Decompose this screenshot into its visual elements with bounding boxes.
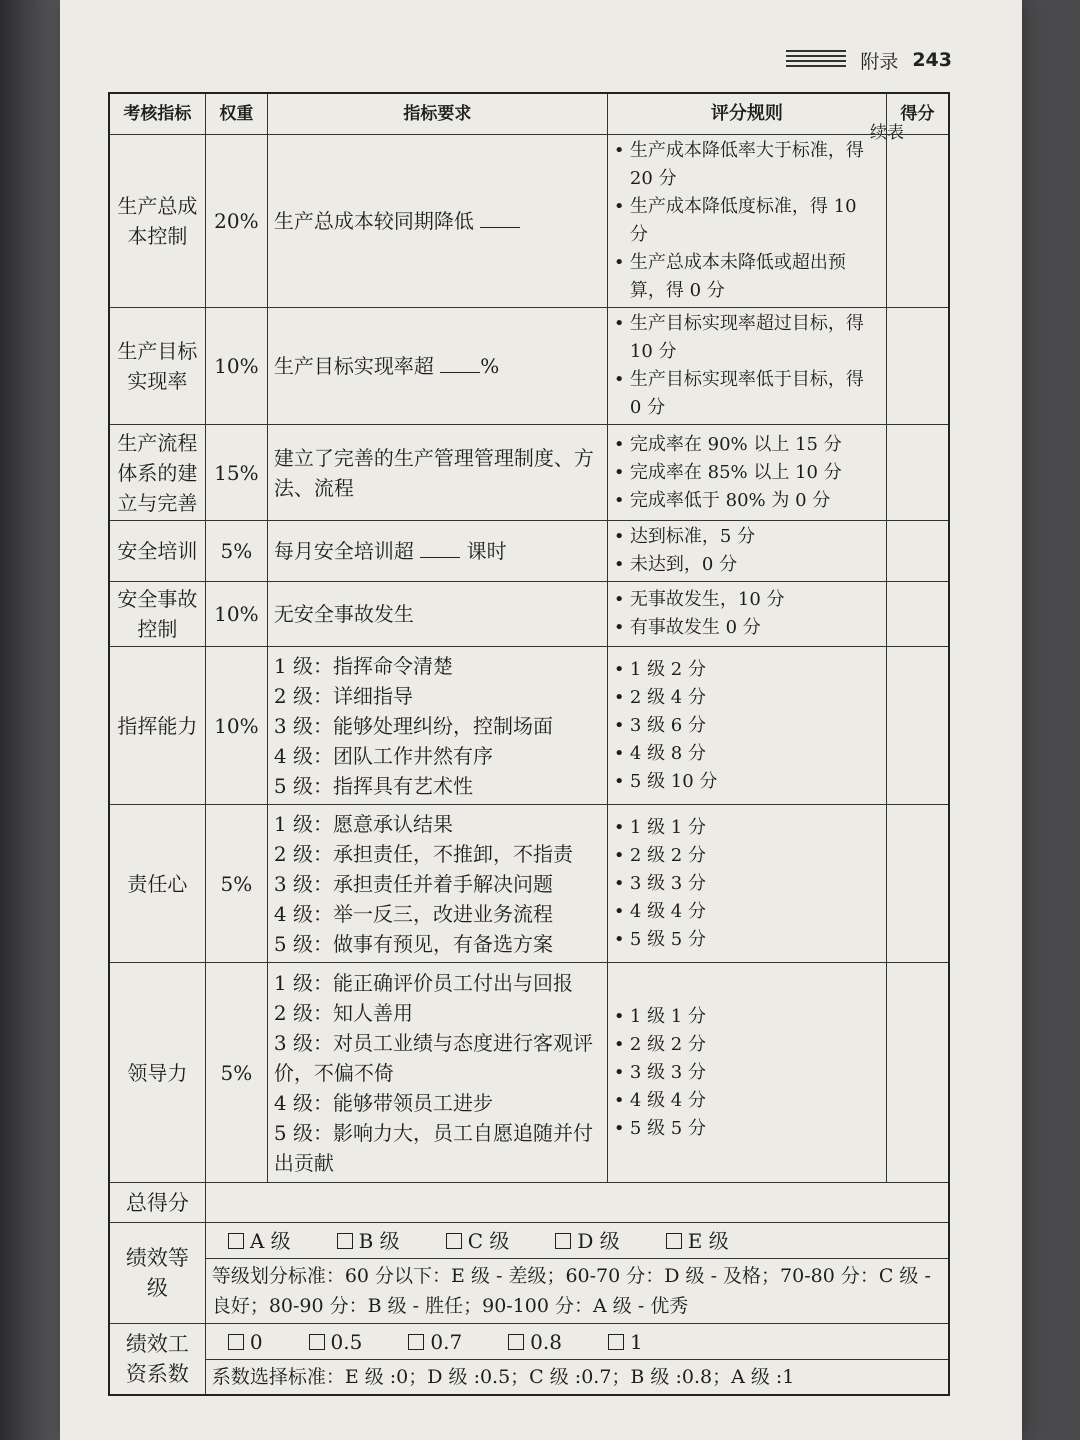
rule-item: • 3 级 3 分 xyxy=(614,870,880,898)
requirement-text: 每月安全培训超 xyxy=(273,539,414,563)
fill-blank xyxy=(420,543,460,558)
requirement-cell xyxy=(267,805,607,963)
coefficient-option-label: 0.7 xyxy=(430,1329,463,1354)
rule-item: • 4 级 4 分 xyxy=(614,898,880,926)
checkbox-icon[interactable] xyxy=(228,1233,244,1249)
grade-option-label: C 级 xyxy=(467,1228,510,1253)
requirement-text: 生产总成本较同期降低 xyxy=(273,209,474,233)
level-line: 1 级：愿意承认结果 xyxy=(273,811,453,836)
level-line: 3 级：承担责任并着手解决问题 xyxy=(273,871,553,896)
table-row xyxy=(109,963,949,1183)
level-line: 4 级：能够带领员工进步 xyxy=(273,1090,493,1115)
level-line: 1 级：指挥命令清楚 xyxy=(273,653,453,678)
rule-item: • 完成率低于 80% 为 0 分 xyxy=(614,487,880,515)
level-line: 5 级：做事有预见，有备选方案 xyxy=(273,931,553,956)
indicator-cell: 生产流程体系的建立与完善 xyxy=(109,425,205,521)
grade-option-label: D 级 xyxy=(577,1228,620,1253)
weight-cell: 10% xyxy=(205,308,267,425)
coefficient-option-0[interactable] xyxy=(228,1327,263,1357)
coefficient-option-label: 0.8 xyxy=(530,1329,562,1354)
checkbox-icon[interactable] xyxy=(337,1233,353,1249)
col-header-indicator: 考核指标 xyxy=(109,93,205,135)
total-value-cell[interactable] xyxy=(205,1183,949,1223)
col-header-weight: 权重 xyxy=(205,93,267,135)
level-line: 2 级：知人善用 xyxy=(273,1000,413,1025)
total-label: 总得分 xyxy=(109,1183,205,1223)
col-header-requirement: 指标要求 xyxy=(267,93,607,135)
weight-cell: 10% xyxy=(205,647,267,805)
col-header-score: 得分 xyxy=(886,93,949,135)
level-line: 4 级：团队工作井然有序 xyxy=(273,743,493,768)
weight-cell: 20% xyxy=(205,135,267,308)
header-lines-decoration xyxy=(786,50,846,70)
requirement-cell xyxy=(267,308,607,425)
coefficient-options-row xyxy=(109,1324,949,1360)
checkbox-icon[interactable] xyxy=(446,1233,462,1249)
checkbox-icon[interactable] xyxy=(309,1334,325,1350)
rules-cell xyxy=(607,308,886,425)
rules-cell xyxy=(607,805,886,963)
coefficient-label: 绩效工资系数 xyxy=(109,1324,205,1396)
requirement-suffix: % xyxy=(480,354,500,378)
coefficient-option-08[interactable] xyxy=(508,1327,562,1357)
weight-cell: 15% xyxy=(205,425,267,521)
grade-option-a[interactable] xyxy=(228,1226,291,1256)
rule-item: • 2 级 2 分 xyxy=(614,1031,880,1059)
table-row xyxy=(109,647,949,805)
table-row xyxy=(109,135,949,308)
table-row xyxy=(109,805,949,963)
indicator-cell: 安全培训 xyxy=(109,521,205,582)
requirement-cell xyxy=(267,521,607,582)
table-header-row xyxy=(109,93,949,135)
indicator-cell: 生产目标实现率 xyxy=(109,308,205,425)
level-line: 5 级：指挥具有艺术性 xyxy=(273,773,473,798)
requirement-suffix: 课时 xyxy=(466,539,507,563)
rule-item: • 5 级 5 分 xyxy=(614,926,880,954)
rules-cell xyxy=(607,647,886,805)
rule-item: • 达到标准，5 分 xyxy=(614,523,880,551)
rule-item: • 有事故发生 0 分 xyxy=(614,614,880,642)
rule-item: • 3 级 3 分 xyxy=(614,1059,880,1087)
grade-option-label: A 级 xyxy=(249,1228,291,1253)
total-row xyxy=(109,1183,949,1223)
rule-item: • 5 级 10 分 xyxy=(614,768,880,796)
section-label: 附录 xyxy=(860,50,899,73)
weight-cell: 10% xyxy=(205,582,267,647)
indicator-cell: 生产总成本控制 xyxy=(109,135,205,308)
rule-item: • 1 级 2 分 xyxy=(614,656,880,684)
weight-cell: 5% xyxy=(205,521,267,582)
grade-standard: 等级划分标准：60 分以下：E 级 - 差级；60-70 分：D 级 - 及格；70-80 分：C 级 - 良好；80-90 分：B 级 - 胜任；90-100 分：A 级 - 优秀 xyxy=(205,1259,949,1324)
grade-standard-row xyxy=(109,1259,949,1324)
requirement-cell: 建立了完善的生产管理管理制度、方法、流程 xyxy=(267,425,607,521)
coefficient-option-label: 0.5 xyxy=(330,1329,363,1354)
checkbox-icon[interactable] xyxy=(508,1334,524,1350)
checkbox-icon[interactable] xyxy=(408,1334,424,1350)
continued-label: 续表 xyxy=(870,123,904,143)
weight-cell: 5% xyxy=(205,963,267,1183)
level-line: 5 级：影响力大，员工自愿追随并付出贡献 xyxy=(273,1120,593,1175)
score-cell[interactable] xyxy=(886,805,949,963)
checkbox-icon[interactable] xyxy=(608,1334,624,1350)
coefficient-option-1[interactable] xyxy=(608,1327,643,1357)
rule-item: • 生产目标实现率低于目标，得 0 分 xyxy=(614,366,880,422)
grade-option-label: E 级 xyxy=(687,1228,729,1253)
rule-item: • 5 级 5 分 xyxy=(614,1115,880,1143)
score-cell[interactable] xyxy=(886,521,949,582)
assessment-table xyxy=(108,92,950,1396)
rules-cell xyxy=(607,135,886,308)
rule-item: • 生产目标实现率超过目标，得 10 分 xyxy=(614,310,880,366)
book-page xyxy=(60,0,1022,1440)
rules-cell xyxy=(607,582,886,647)
table-row xyxy=(109,521,949,582)
rule-item: • 3 级 6 分 xyxy=(614,712,880,740)
level-line: 2 级：承担责任，不推卸，不指责 xyxy=(273,841,573,866)
grade-label: 绩效等级 xyxy=(109,1223,205,1324)
col-header-rules: 评分规则 xyxy=(607,93,886,135)
coefficient-standard-row xyxy=(109,1360,949,1396)
level-line: 4 级：举一反三，改进业务流程 xyxy=(273,901,553,926)
rule-item: • 完成率在 90% 以上 15 分 xyxy=(614,431,880,459)
coefficient-options-cell xyxy=(205,1324,949,1360)
checkbox-icon[interactable] xyxy=(555,1233,571,1249)
rule-item: • 4 级 4 分 xyxy=(614,1087,880,1115)
rule-item: • 2 级 4 分 xyxy=(614,684,880,712)
rule-item: • 生产总成本未降低或超出预算，得 0 分 xyxy=(614,249,880,305)
rule-item: • 2 级 2 分 xyxy=(614,842,880,870)
page-header xyxy=(786,40,952,80)
indicator-cell: 指挥能力 xyxy=(109,647,205,805)
rules-cell xyxy=(607,963,886,1183)
level-line: 1 级：能正确评价员工付出与回报 xyxy=(273,970,573,995)
requirement-text: 生产目标实现率超 xyxy=(273,354,434,378)
level-line: 2 级：详细指导 xyxy=(273,683,413,708)
fill-blank xyxy=(480,213,520,228)
grade-options-row xyxy=(109,1223,949,1259)
grade-option-label: B 级 xyxy=(358,1228,400,1253)
grade-options-cell xyxy=(205,1223,949,1259)
table-row xyxy=(109,582,949,647)
checkbox-icon[interactable] xyxy=(228,1334,244,1350)
rule-item: • 1 级 1 分 xyxy=(614,1003,880,1031)
requirement-cell xyxy=(267,963,607,1183)
weight-cell: 5% xyxy=(205,805,267,963)
requirement-cell: 无安全事故发生 xyxy=(267,582,607,647)
grade-option-b[interactable] xyxy=(337,1226,400,1256)
grade-option-e[interactable] xyxy=(666,1226,729,1256)
coefficient-option-05[interactable] xyxy=(309,1327,363,1357)
rule-item: • 1 级 1 分 xyxy=(614,814,880,842)
score-cell[interactable] xyxy=(886,647,949,805)
level-line: 3 级：能够处理纠纷，控制场面 xyxy=(273,713,553,738)
rule-item: • 生产成本降低率大于标准，得 20 分 xyxy=(614,137,880,193)
coefficient-option-07[interactable] xyxy=(408,1327,462,1357)
page-number: 243 xyxy=(912,49,952,71)
score-cell[interactable] xyxy=(886,582,949,647)
indicator-cell: 领导力 xyxy=(109,963,205,1183)
table-row xyxy=(109,425,949,521)
table-row xyxy=(109,308,949,425)
book-spine-shadow xyxy=(0,0,60,1440)
score-cell[interactable] xyxy=(886,425,949,521)
score-cell[interactable] xyxy=(886,963,949,1183)
coefficient-option-label: 0 xyxy=(249,1329,263,1354)
requirement-cell xyxy=(267,135,607,308)
rule-item: • 完成率在 85% 以上 10 分 xyxy=(614,459,880,487)
fill-blank xyxy=(440,358,480,373)
rules-cell xyxy=(607,521,886,582)
coefficient-standard: 系数选择标准：E 级 :0；D 级 :0.5；C 级 :0.7；B 级 :0.8；A 级 :1 xyxy=(205,1360,949,1396)
grade-option-c[interactable] xyxy=(446,1226,510,1256)
rule-item: • 无事故发生，10 分 xyxy=(614,586,880,614)
score-cell[interactable] xyxy=(886,135,949,308)
score-cell[interactable] xyxy=(886,308,949,425)
requirement-cell xyxy=(267,647,607,805)
indicator-cell: 责任心 xyxy=(109,805,205,963)
rule-item: • 4 级 8 分 xyxy=(614,740,880,768)
coefficient-option-label: 1 xyxy=(629,1329,643,1354)
rule-item: • 未达到，0 分 xyxy=(614,551,880,579)
indicator-cell: 安全事故控制 xyxy=(109,582,205,647)
checkbox-icon[interactable] xyxy=(666,1233,682,1249)
grade-option-d[interactable] xyxy=(555,1226,619,1256)
rule-item: • 生产成本降低度标准，得 10 分 xyxy=(614,193,880,249)
rules-cell xyxy=(607,425,886,521)
level-line: 3 级：对员工业绩与态度进行客观评价，不偏不倚 xyxy=(273,1030,593,1085)
